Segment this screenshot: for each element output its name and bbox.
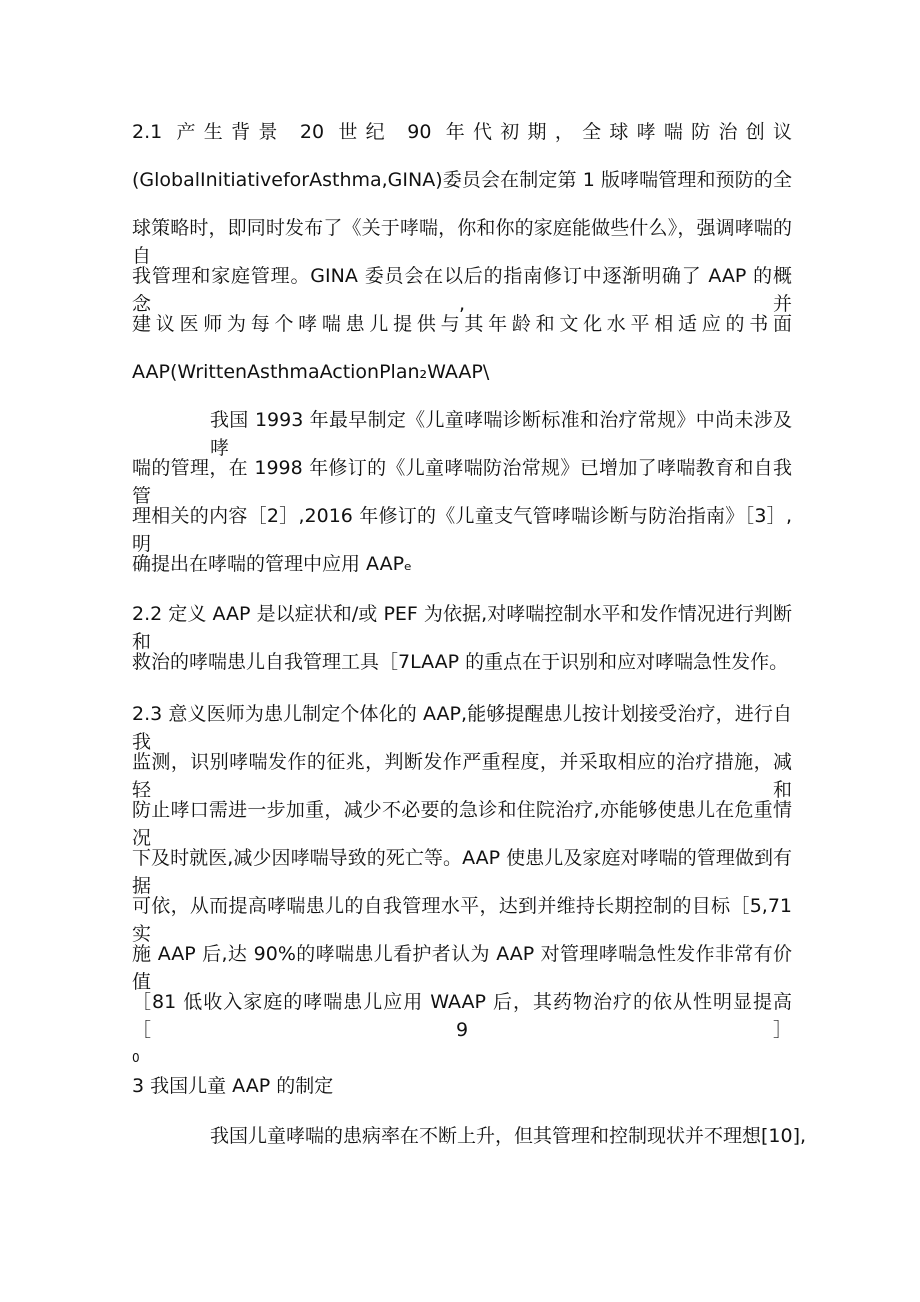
section-2-2-line-2: 救治的哮喘患儿自我管理工具［7LAAP 的重点在于识别和应对哮喘急性发作。: [132, 651, 789, 673]
section-3-heading: 3 我国儿童 AAP 的制定: [132, 1075, 334, 1097]
section-2-3-line-5: 可依，从而提高哮喘患儿的自我管理水平，达到并维持长期控制的目标［5,71 实: [132, 895, 792, 945]
section-2-3-line-3: 防止哮口需进一步加重，减少不必要的急诊和住院治疗,亦能够使患儿在危重情况: [132, 799, 792, 849]
section-2-1-line-5: 建议医师为每个哮喘患儿提供与其年龄和文化水平相适应的书面: [132, 313, 792, 335]
section-2-3-line-1: 2.3 意义医师为患儿制定个体化的 AAP,能够提醒患儿按计划接受治疗，进行自我: [132, 703, 792, 753]
paragraph-history-line-2: 喘的管理，在 1998 年修订的《儿童哮喘防治常规》已增加了哮喘教育和自我管: [132, 457, 792, 507]
section-2-3-line-7: ［81 低收入家庭的哮喘患儿应用 WAAP 后，其药物治疗的依从性明显提高［9］: [132, 991, 792, 1041]
section-2-1-line-4: 我管理和家庭管理。GINA 委员会在以后的指南修订中逐渐明确了 AAP 的概念,并: [132, 265, 792, 315]
section-2-2-line-1: 2.2 定义 AAP 是以症状和/或 PEF 为依据,对哮喘控制水平和发作情况进行判断和: [132, 603, 792, 653]
section-2-1-line-6: AAP(WrittenAsthmaActionPlan₂WAAP\: [132, 361, 490, 383]
paragraph-history-line-1: 我国 1993 年最早制定《儿童哮喘诊断标准和治疗常规》中尚未涉及哮: [210, 409, 792, 459]
section-2-3-line-6: 施 AAP 后,达 90%的哮喘患儿看护者认为 AAP 对管理哮喘急性发作非常有价值: [132, 943, 792, 993]
stray-character: 0: [132, 1051, 140, 1065]
section-3-paragraph-line-1: 我国儿童哮喘的患病率在不断上升，但其管理和控制现状并不理想[10],: [210, 1125, 807, 1147]
section-2-3-line-2: 监测，识别哮喘发作的征兆，判断发作严重程度，并采取相应的治疗措施，减轻和: [132, 751, 792, 801]
section-2-1-line-3: 球策略时，即同时发布了《关于哮喘，你和你的家庭能做些什么》，强调哮喘的自: [132, 217, 792, 267]
paragraph-history-line-4: 确提出在哮喘的管理中应用 AAPₑ: [132, 553, 412, 575]
section-2-1-line-1: 2.1 产生背景 20 世纪 90 年代初期，全球哮喘防治创议: [132, 121, 792, 143]
section-2-3-line-4: 下及时就医,减少因哮喘导致的死亡等。AAP 使患儿及家庭对哮喘的管理做到有据: [132, 847, 792, 897]
section-2-1-line-2: (GlobalInitiativeforAsthma,GINA)委员会在制定第 1 版哮喘管理和预防的全: [132, 169, 792, 191]
paragraph-history-line-3: 理相关的内容［2］,2016 年修订的《儿童支气管哮喘诊断与防治指南》［3］,明: [132, 505, 792, 555]
